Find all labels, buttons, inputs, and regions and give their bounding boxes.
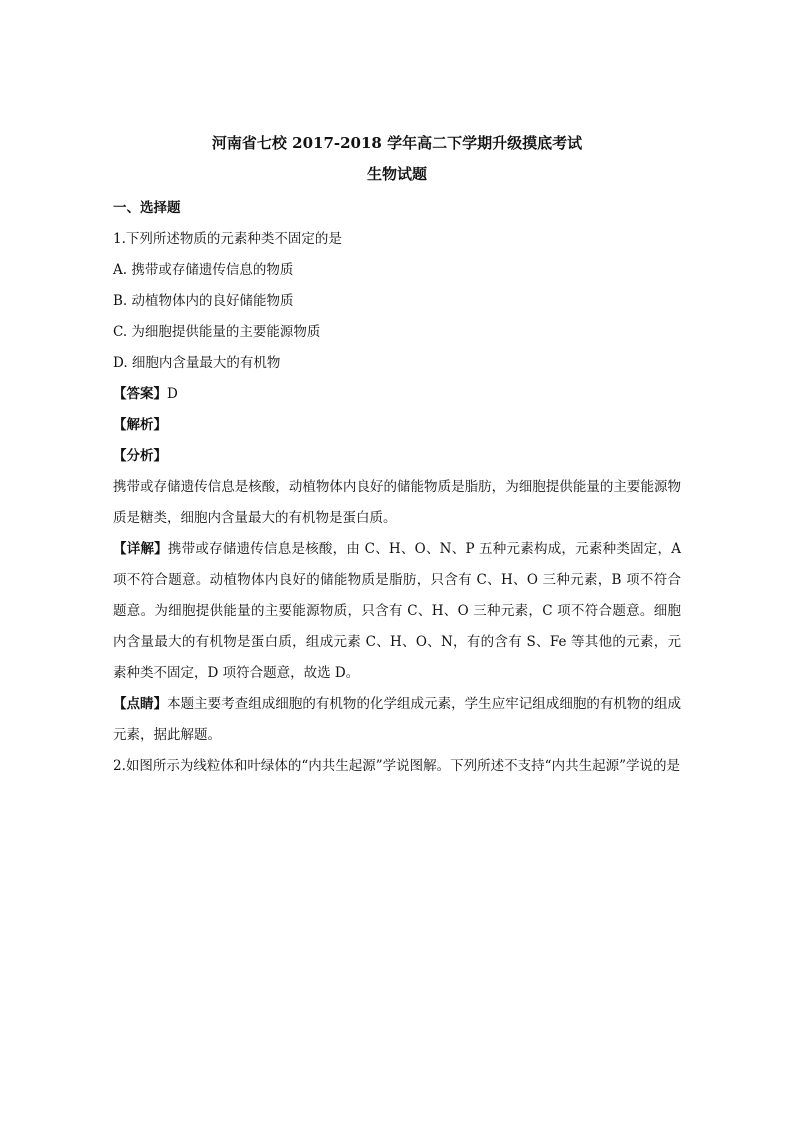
comment-text: 本题主要考查组成细胞的有机物的化学组成元素，学生应牢记组成细胞的有机物的组成元素，据此解题。 (113, 696, 682, 743)
comment-paragraph (113, 689, 681, 751)
detail-text: 携带或存储遗传信息是核酸，由 C、H、O、N、P 五种元素构成，元素种类固定，A 项不符合题意。动植物体内良好的储能物质是脂肪，只含有 C、H、O 三种元素，B 项不符合题意。为细胞提供能量的主要能源物质，只含有 C、H、O 三种元素，C 项不符合题意。细胞内含量最大的有机物是蛋白质，组成元素 C、H、O、N，有的含有 S、Fe 等其他的元素，元素种类不固定，D 项符合题意，故选 D。 (113, 541, 681, 681)
comment-tag: 【点睛】 (113, 696, 168, 712)
question-2-stem: 2.如图所示为线粒体和叶绿体的“内共生起源”学说图解。下列所述不支持“内共生起源”学说的是 (113, 758, 680, 774)
question-1-option-a: A. 携带或存储遗传信息的物质 (113, 262, 294, 278)
question-1-option-b: B. 动植物体内的良好储能物质 (113, 293, 294, 309)
fenxi-tag: 【分析】 (113, 448, 167, 464)
document-title: 河南省七校 2017-2018 学年高二下学期升级摸底考试 (211, 134, 583, 152)
question-1-option-c: C. 为细胞提供能量的主要能源物质 (113, 324, 321, 340)
analysis-tag: 【解析】 (113, 417, 167, 433)
document-content (113, 130, 681, 782)
section-heading: 一、选择题 (113, 200, 181, 216)
answer-value: D (167, 386, 178, 402)
document-subtitle: 生物试题 (366, 165, 427, 183)
detail-paragraph (113, 534, 681, 689)
answer-tag: 【答案】 (113, 386, 167, 402)
question-1-stem: 1.下列所述物质的元素种类不固定的是 (113, 231, 342, 247)
answer-line (113, 379, 681, 410)
fenxi-text: 携带或存储遗传信息是核酸，动植物体内良好的储能物质是脂肪，为细胞提供能量的主要能源物质是糖类，细胞内含量最大的有机物是蛋白质。 (113, 479, 681, 526)
detail-tag: 【详解】 (113, 541, 168, 557)
question-1-option-d: D. 细胞内含量最大的有机物 (113, 355, 281, 371)
